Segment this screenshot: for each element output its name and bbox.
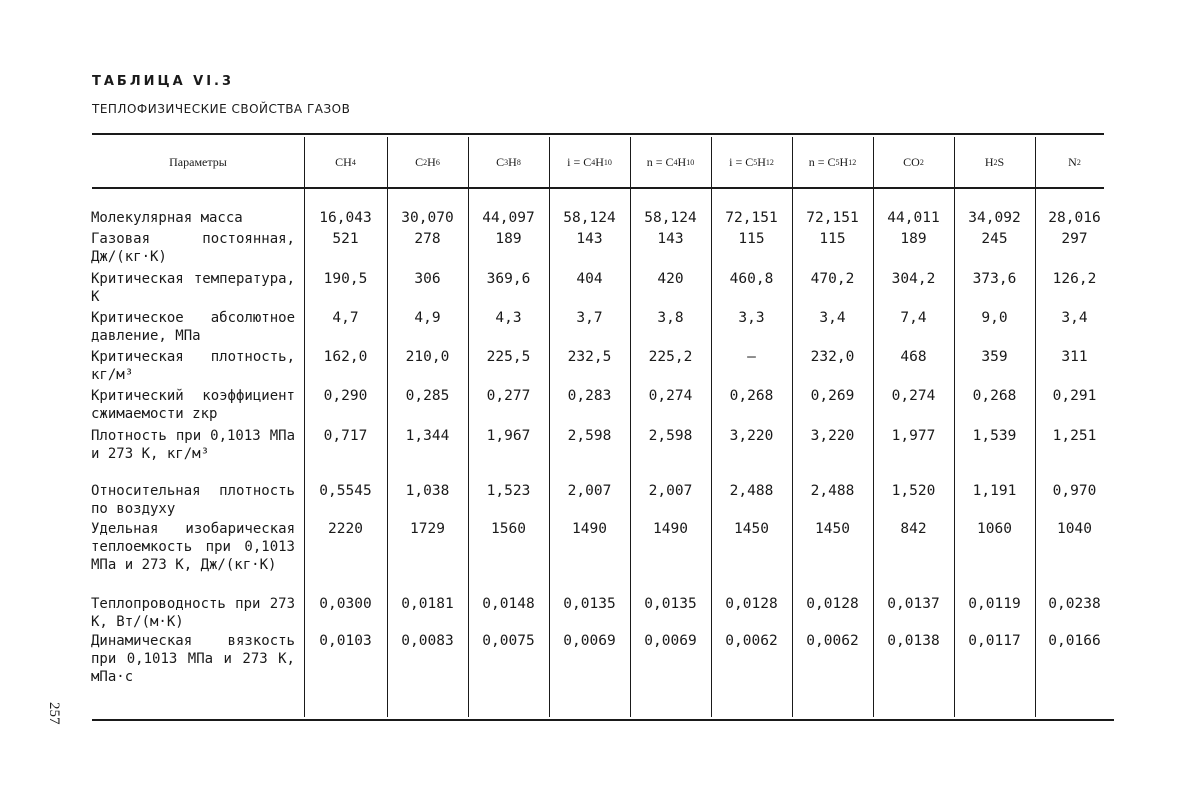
table-cell: 2,488 bbox=[810, 483, 855, 499]
table-cell: 2,007 bbox=[648, 483, 693, 499]
table-cell: 1,344 bbox=[405, 428, 450, 444]
column-header-sub: 4 bbox=[673, 157, 678, 167]
column-header-params bbox=[92, 137, 304, 187]
table-cell: 1,539 bbox=[972, 428, 1017, 444]
table-cell: 225,2 bbox=[648, 349, 693, 365]
table-cell: 0,0128 bbox=[725, 596, 778, 612]
table-cell: 1450 bbox=[734, 521, 769, 537]
column-header-label2: H bbox=[839, 154, 849, 169]
column-header-sub: 3 bbox=[504, 157, 509, 167]
table-cell: 126,2 bbox=[1052, 271, 1097, 287]
column-header-ic5h12 bbox=[711, 137, 792, 187]
row-parameter-label: Молекулярная масса bbox=[91, 210, 243, 226]
column-header-sub2: 10 bbox=[686, 157, 695, 167]
table-cell: 0,285 bbox=[405, 388, 450, 404]
table-cell: 2220 bbox=[328, 521, 363, 537]
column-header-label: i = C bbox=[567, 154, 592, 169]
table-cell: 842 bbox=[900, 521, 927, 537]
column-header-sub: 5 bbox=[753, 157, 758, 167]
row-parameter-label: Плотность при 0,1013 МПа и 273 К, кг/м³ bbox=[91, 428, 295, 462]
table-cell: 4,9 bbox=[414, 310, 441, 326]
column-header-sub: 4 bbox=[591, 157, 596, 167]
table-cell: 0,0138 bbox=[887, 633, 940, 649]
table-cell: 232,0 bbox=[810, 349, 855, 365]
column-header-label: H bbox=[984, 154, 994, 169]
table-cell: 1,038 bbox=[405, 483, 450, 499]
table-cell: 210,0 bbox=[405, 349, 450, 365]
column-header-co2 bbox=[873, 137, 954, 187]
table-cell: 162,0 bbox=[323, 349, 368, 365]
column-header-sub: 4 bbox=[351, 157, 356, 167]
column-header-sub2: 6 bbox=[435, 157, 440, 167]
table-cell: 115 bbox=[819, 231, 846, 247]
table-cell: 0,283 bbox=[567, 388, 612, 404]
column-header-sub2: 12 bbox=[765, 157, 774, 167]
column-header-c3h8 bbox=[468, 137, 549, 187]
column-header-sub: 2 bbox=[1076, 157, 1081, 167]
table-cell: 297 bbox=[1061, 231, 1088, 247]
table-cell: 225,5 bbox=[486, 349, 531, 365]
column-header-sub: 2 bbox=[919, 157, 924, 167]
table-cell: 0,0238 bbox=[1048, 596, 1101, 612]
row-parameter-label: Критическая температура, К bbox=[91, 271, 295, 305]
table-cell: 0,0103 bbox=[319, 633, 372, 649]
column-header-label2: H bbox=[427, 154, 436, 169]
table-cell: 0,274 bbox=[891, 388, 936, 404]
table-cell: 58,124 bbox=[563, 210, 616, 226]
table-cell: 0,0062 bbox=[806, 633, 859, 649]
table-cell: 190,5 bbox=[323, 271, 368, 287]
table-cell: 373,6 bbox=[972, 271, 1017, 287]
column-header-nc5h12 bbox=[792, 137, 873, 187]
table-cell: 9,0 bbox=[981, 310, 1008, 326]
row-parameter-label: Теплопроводность при 273 К, Вт/(м·К) bbox=[91, 596, 295, 630]
table-cell: 369,6 bbox=[486, 271, 531, 287]
table-cell: 0,274 bbox=[648, 388, 693, 404]
row-parameter-label: Критическая плотность, кг/м³ bbox=[91, 349, 295, 383]
table-cell: 404 bbox=[576, 271, 603, 287]
table-cell: 0,5545 bbox=[319, 483, 372, 499]
row-parameter-label: Критический коэффициент сжимаемости zкр bbox=[91, 388, 295, 422]
row-parameter-label: Газовая постоянная, Дж/(кг·К) bbox=[91, 231, 295, 265]
column-header-label2: H bbox=[595, 154, 604, 169]
table-cell: 1,191 bbox=[972, 483, 1017, 499]
table-cell: 0,0135 bbox=[563, 596, 616, 612]
table-cell: 460,8 bbox=[729, 271, 774, 287]
table-cell: 232,5 bbox=[567, 349, 612, 365]
page-number: 257 bbox=[46, 702, 62, 725]
table-cell: 3,3 bbox=[738, 310, 765, 326]
table-cell: 115 bbox=[738, 231, 765, 247]
table-cell: 4,3 bbox=[495, 310, 522, 326]
table-cell: 0,0117 bbox=[968, 633, 1021, 649]
table-cell: 143 bbox=[657, 231, 684, 247]
table-cell: 1490 bbox=[653, 521, 688, 537]
table-cell: 0,0083 bbox=[401, 633, 454, 649]
table-subtitle: ТЕПЛОФИЗИЧЕСКИЕ СВОЙСТВА ГАЗОВ bbox=[92, 102, 351, 116]
table-cell: 2,598 bbox=[567, 428, 612, 444]
table-cell: 189 bbox=[900, 231, 927, 247]
column-header-label: N bbox=[1068, 154, 1077, 169]
table-cell: 0,277 bbox=[486, 388, 531, 404]
table-cell: 28,016 bbox=[1048, 210, 1101, 226]
table-cell: 44,011 bbox=[887, 210, 940, 226]
column-header-label: C bbox=[415, 154, 424, 169]
table-cell: 1,251 bbox=[1052, 428, 1097, 444]
column-header-label2: H bbox=[677, 154, 687, 169]
table-cell: 3,220 bbox=[810, 428, 855, 444]
table-cell: 143 bbox=[576, 231, 603, 247]
table-cell: 3,7 bbox=[576, 310, 603, 326]
table-cell: — bbox=[747, 349, 756, 365]
table-cell: 2,598 bbox=[648, 428, 693, 444]
table-cell: 1729 bbox=[410, 521, 445, 537]
row-parameter-label: Критическое абсолютное давление, МПа bbox=[91, 310, 295, 344]
table-cell: 468 bbox=[900, 349, 927, 365]
column-header-c2h6 bbox=[387, 137, 468, 187]
table-cell: 0,0137 bbox=[887, 596, 940, 612]
table-cell: 1060 bbox=[977, 521, 1012, 537]
table-cell: 0,269 bbox=[810, 388, 855, 404]
table-cell: 0,290 bbox=[323, 388, 368, 404]
table-cell: 304,2 bbox=[891, 271, 936, 287]
table-cell: 2,007 bbox=[567, 483, 612, 499]
column-header-label: CO bbox=[903, 154, 920, 169]
table-cell: 1490 bbox=[572, 521, 607, 537]
table-cell: 0,0135 bbox=[644, 596, 697, 612]
table-cell: 0,0069 bbox=[644, 633, 697, 649]
column-header-label: CH bbox=[335, 154, 352, 169]
row-parameter-label: Динамическая вязкость при 0,1013 МПа и 273 К, мПа·с bbox=[91, 633, 295, 685]
table-cell: 1,977 bbox=[891, 428, 936, 444]
table-cell: 7,4 bbox=[900, 310, 927, 326]
column-header-n2 bbox=[1035, 137, 1114, 187]
column-header-ic4h10 bbox=[549, 137, 630, 187]
table-cell: 0,0075 bbox=[482, 633, 535, 649]
table-cell: 521 bbox=[332, 231, 359, 247]
table-cell: 3,8 bbox=[657, 310, 684, 326]
table-cell: 0,0166 bbox=[1048, 633, 1101, 649]
table-cell: 72,151 bbox=[806, 210, 859, 226]
table-cell: 72,151 bbox=[725, 210, 778, 226]
column-header-sub: 2 bbox=[423, 157, 428, 167]
table-cell: 0,0300 bbox=[319, 596, 372, 612]
table-cell: 44,097 bbox=[482, 210, 535, 226]
table-cell: 0,717 bbox=[323, 428, 368, 444]
column-header-nc4h10 bbox=[630, 137, 711, 187]
table-cell: 30,070 bbox=[401, 210, 454, 226]
column-header-label: n = C bbox=[808, 154, 836, 169]
table-cell: 34,092 bbox=[968, 210, 1021, 226]
table-cell: 1450 bbox=[815, 521, 850, 537]
table-cell: 3,4 bbox=[1061, 310, 1088, 326]
column-header-sub: 5 bbox=[835, 157, 840, 167]
column-header-label: i = C bbox=[729, 154, 754, 169]
row-parameter-label: Удельная изобарическая теплоемкость при 0,1013 МПа и 273 К, Дж/(кг·К) bbox=[91, 521, 295, 573]
table-cell: 1,967 bbox=[486, 428, 531, 444]
table-cell: 0,291 bbox=[1052, 388, 1097, 404]
table-cell: 0,0062 bbox=[725, 633, 778, 649]
table-cell: 359 bbox=[981, 349, 1008, 365]
table-cell: 1,520 bbox=[891, 483, 936, 499]
table-cell: 4,7 bbox=[332, 310, 359, 326]
top-rule bbox=[92, 133, 1104, 135]
table-cell: 0,268 bbox=[729, 388, 774, 404]
column-header-ch4 bbox=[304, 137, 387, 187]
table-cell: 0,0069 bbox=[563, 633, 616, 649]
table-cell: 3,220 bbox=[729, 428, 774, 444]
column-header-sub: 2 bbox=[993, 157, 998, 167]
table-cell: 1560 bbox=[491, 521, 526, 537]
table-cell: 311 bbox=[1061, 349, 1088, 365]
table-cell: 306 bbox=[414, 271, 441, 287]
table-cell: 470,2 bbox=[810, 271, 855, 287]
column-header-label: n = C bbox=[646, 154, 674, 169]
table-cell: 58,124 bbox=[644, 210, 697, 226]
column-header-label: Параметры bbox=[169, 154, 227, 169]
column-header-h2s bbox=[954, 137, 1035, 187]
table-cell: 0,970 bbox=[1052, 483, 1097, 499]
table-cell: 420 bbox=[657, 271, 684, 287]
table-cell: 0,0148 bbox=[482, 596, 535, 612]
column-header-sub2: 10 bbox=[603, 157, 612, 167]
table-cell: 1,523 bbox=[486, 483, 531, 499]
column-header-label2: H bbox=[508, 154, 517, 169]
column-header-label2: H bbox=[757, 154, 766, 169]
table-cell: 16,043 bbox=[319, 210, 372, 226]
column-header-sub2: 8 bbox=[516, 157, 521, 167]
table-cell: 0,268 bbox=[972, 388, 1017, 404]
column-header-sub2: 12 bbox=[848, 157, 857, 167]
table-cell: 245 bbox=[981, 231, 1008, 247]
table-cell: 0,0128 bbox=[806, 596, 859, 612]
bottom-rule bbox=[92, 719, 1114, 721]
column-header-label: C bbox=[496, 154, 505, 169]
table-cell: 278 bbox=[414, 231, 441, 247]
table-cell: 0,0119 bbox=[968, 596, 1021, 612]
table-cell: 189 bbox=[495, 231, 522, 247]
table-title: ТАБЛИЦА VI.3 bbox=[92, 74, 235, 89]
header-rule bbox=[92, 187, 1104, 189]
table-cell: 3,4 bbox=[819, 310, 846, 326]
row-parameter-label: Относительная плотность по воздуху bbox=[91, 483, 295, 517]
table-cell: 0,0181 bbox=[401, 596, 454, 612]
table-cell: 2,488 bbox=[729, 483, 774, 499]
table-cell: 1040 bbox=[1057, 521, 1092, 537]
column-header-label2: S bbox=[997, 154, 1005, 169]
